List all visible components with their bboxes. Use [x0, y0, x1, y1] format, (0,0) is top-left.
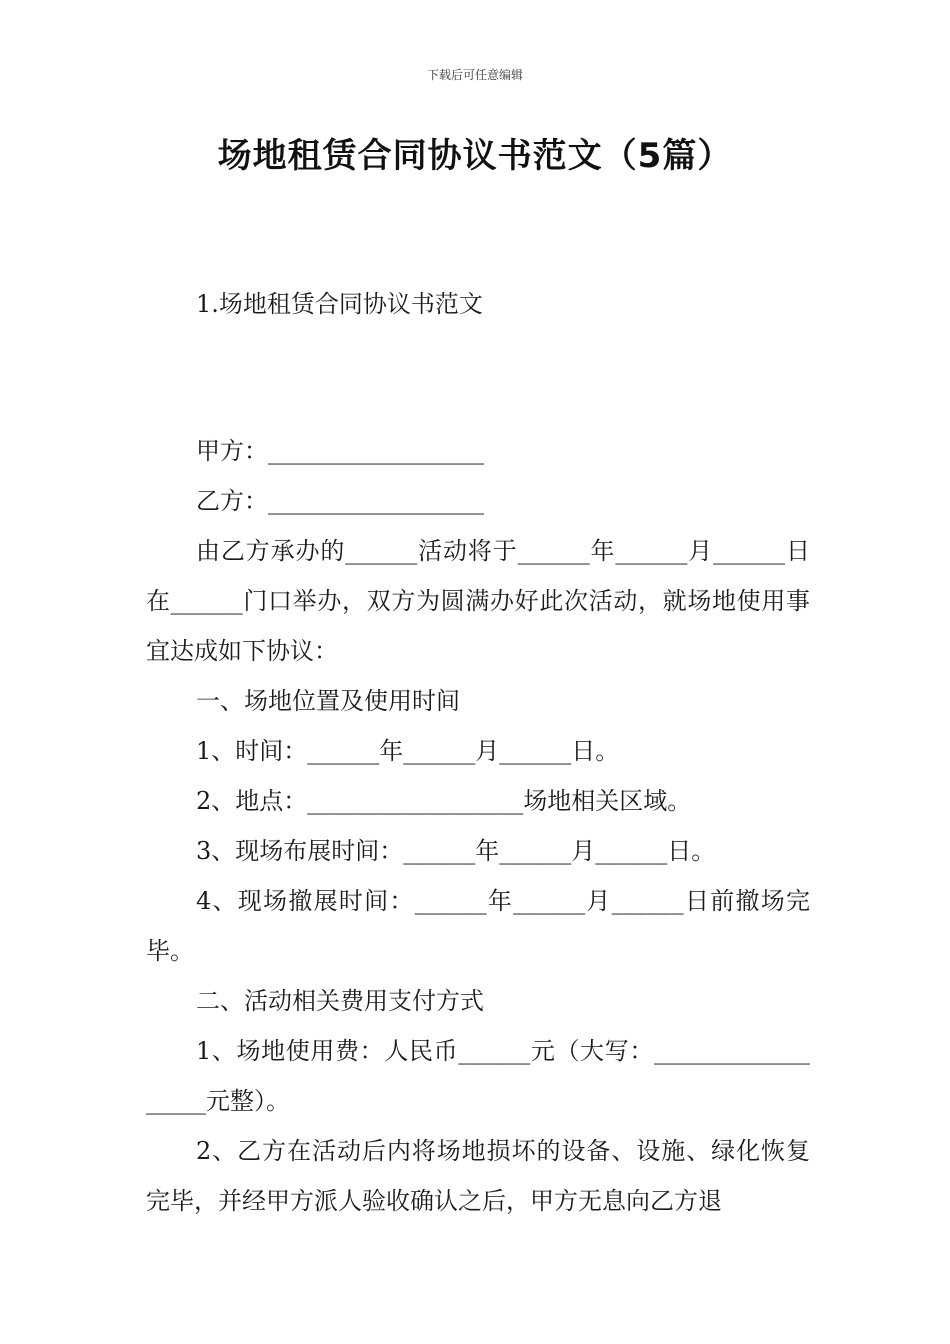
party-b-line: 乙方：__________________ — [196, 487, 484, 515]
document-title: 场地租赁合同协议书范文（5篇） — [217, 136, 733, 176]
clause-time: 1、时间：______年______月______日。 — [196, 737, 620, 765]
clause-setup-time: 3、现场布展时间：______年______月______日。 — [196, 837, 716, 865]
clause-heading-location-time: 一、场地位置及使用时间 — [196, 687, 460, 715]
clause-restoration: 2、乙方在活动后内将场地损坏的设备、设施、绿化恢复完毕，并经甲方派人验收确认之后，甲方无息向乙方退 — [146, 1137, 810, 1215]
header-note: 下载后可任意编辑 — [426, 68, 523, 82]
clause-teardown-time: 4、现场撤展时间：______年______月______日前撤场完毕。 — [146, 887, 810, 965]
clause-heading-fees: 二、活动相关费用支付方式 — [196, 987, 484, 1015]
document-body — [146, 426, 810, 1226]
section-heading: 1.场地租赁合同协议书范文 — [196, 290, 483, 318]
clause-location: 2、地点：__________________场地相关区域。 — [196, 787, 692, 815]
party-a-line: 甲方：__________________ — [196, 437, 484, 465]
clause-venue-fee: 1、场地使用费：人民币______元（大写：__________________元整）。 — [146, 1037, 810, 1115]
intro-paragraph: 由乙方承办的______活动将于______年______月______日在______门口举办，双方为圆满办好此次活动，就场地使用事宜达成如下协议： — [146, 537, 810, 665]
